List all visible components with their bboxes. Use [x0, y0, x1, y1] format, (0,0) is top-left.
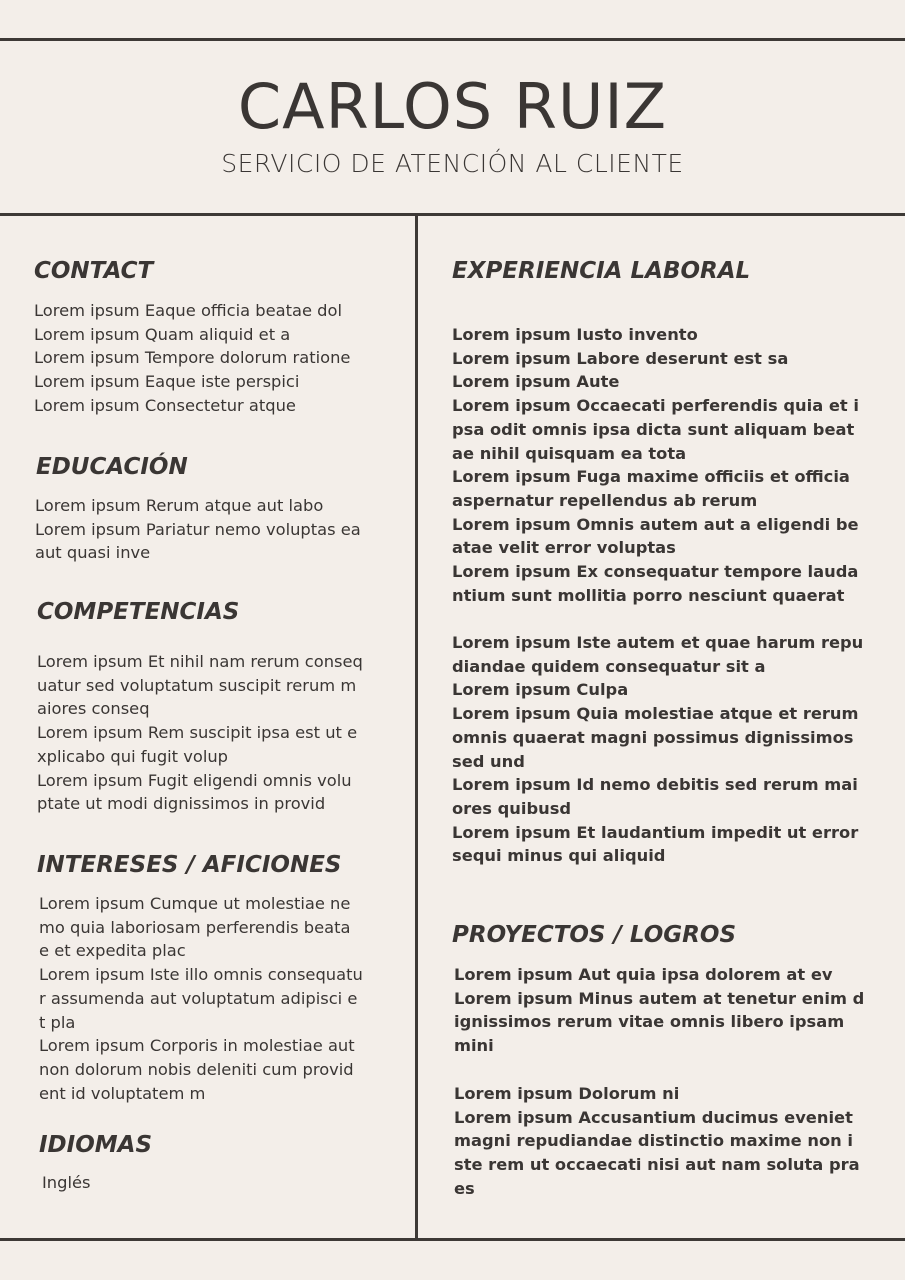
text-line: Lorem ipsum Accusantium ducimus eveniet [454, 1107, 853, 1127]
candidate-role: SERVICIO DE ATENCIÓN AL CLIENTE [221, 149, 684, 178]
text-line: es [454, 1178, 475, 1198]
text-line: ste rem ut occaecati nisi aut nam soluta pra [454, 1155, 860, 1175]
education-heading: EDUCACIÓN [36, 454, 188, 480]
text-line: Lorem ipsum Id nemo debitis sed rerum mai [452, 775, 858, 795]
text-line: ignissimos rerum vitae omnis libero ipsam [454, 1012, 845, 1032]
contact-list [34, 299, 350, 418]
text-line: Lorem ipsum Ex consequatur tempore lauda [452, 562, 859, 582]
text-line: Lorem ipsum Eaque iste perspici [34, 372, 300, 392]
text-line: Lorem ipsum Iste autem et quae harum repu [452, 633, 864, 652]
text-line: atae velit error voluptas [452, 538, 676, 558]
language-item: Inglés [42, 1173, 91, 1192]
text-line: Lorem ipsum Minus autem at tenetur enim d [454, 988, 865, 1008]
text-line: ent id voluptatem m [39, 1083, 206, 1103]
skills-list [37, 650, 363, 816]
text-line: Lorem ipsum Aut quia ipsa dolorem at ev [454, 965, 833, 984]
text-line: mini [454, 1036, 494, 1056]
text-line: Lorem ipsum Fugit eligendi omnis volu [37, 770, 352, 790]
experience-list-1 [452, 323, 859, 607]
text-line: omnis quaerat magni possimus dignissimos [452, 727, 854, 747]
text-line: e et expedita plac [39, 941, 186, 961]
text-line: Lorem ipsum Iste illo omnis consequatu [39, 965, 363, 985]
text-line: Lorem ipsum Culpa [452, 680, 629, 700]
text-line: sed und [452, 751, 525, 771]
text-line: Lorem ipsum Corporis in molestiae aut [39, 1036, 355, 1056]
text-line: Lorem ipsum Pariatur nemo voluptas ea [35, 519, 361, 539]
text-line: Lorem ipsum Tempore dolorum ratione [34, 348, 351, 368]
text-line: magni repudiandae distinctio maxime non i [454, 1131, 854, 1151]
text-line: Lorem ipsum Rem suscipit ipsa est ut e [37, 723, 358, 743]
bottom-rule [0, 1238, 905, 1241]
text-line: xplicabo qui fugit volup [37, 746, 229, 766]
text-line: aiores conseq [37, 699, 150, 719]
text-line: Lorem ipsum Aute [452, 372, 620, 392]
interests-list [39, 892, 363, 1105]
experience-heading: EXPERIENCIA LABORAL [452, 258, 751, 284]
text-line: Lorem ipsum Consectetur atque [34, 395, 296, 415]
experience-list-2 [452, 631, 863, 868]
text-line: Lorem ipsum Eaque officia beatae dol [34, 301, 342, 320]
text-line: Lorem ipsum Dolorum ni [454, 1084, 680, 1103]
header-rule [0, 213, 905, 216]
projects-list-1 [454, 963, 864, 1058]
projects-heading: PROYECTOS / LOGROS [452, 922, 737, 948]
text-line: Lorem ipsum Occaecati perferendis quia et i [452, 396, 859, 416]
text-line: Lorem ipsum Quam aliquid et a [34, 324, 291, 344]
text-line: t pla [39, 1012, 76, 1032]
text-line: diandae quidem consequatur sit a [452, 656, 766, 676]
contact-heading: CONTACT [34, 258, 154, 284]
text-line: Lorem ipsum Cumque ut molestiae ne [39, 894, 351, 913]
text-line: mo quia laboriosam perferendis beata [39, 917, 351, 937]
text-line: Lorem ipsum Fuga maxime officiis et officia [452, 467, 850, 487]
text-line: Lorem ipsum Quia molestiae atque et rerum [452, 704, 859, 724]
text-line: Lorem ipsum Labore deserunt est sa [452, 348, 789, 368]
text-line: r assumenda aut voluptatum adipisci e [39, 988, 358, 1008]
text-line: ores quibusd [452, 798, 572, 818]
text-line: Lorem ipsum Rerum atque aut labo [35, 496, 324, 515]
text-line: ae nihil quisquam ea tota [452, 443, 687, 463]
projects-list-2 [454, 1082, 860, 1201]
text-line: ptate ut modi dignissimos in provid [37, 794, 326, 814]
top-rule [0, 38, 905, 41]
text-line: uatur sed voluptatum suscipit rerum m [37, 675, 357, 695]
education-list [35, 494, 361, 565]
candidate-name: CARLOS RUIZ [237, 70, 668, 143]
interests-heading: INTERESES / AFICIONES [37, 852, 342, 878]
text-line: aspernatur repellendus ab rerum [452, 490, 758, 510]
column-divider [415, 214, 418, 1241]
text-line: ntium sunt mollitia porro nesciunt quaerat [452, 585, 845, 605]
text-line: non dolorum nobis deleniti cum provid [39, 1059, 354, 1079]
text-line: aut quasi inve [35, 543, 151, 563]
text-line: Lorem ipsum Omnis autem aut a eligendi be [452, 514, 859, 534]
text-line: Lorem ipsum Et nihil nam rerum conseq [37, 652, 363, 671]
text-line: Lorem ipsum Et laudantium impedit ut error [452, 822, 859, 842]
languages-heading: IDIOMAS [39, 1132, 153, 1158]
skills-heading: COMPETENCIAS [37, 599, 240, 625]
text-line: Lorem ipsum Iusto invento [452, 325, 698, 344]
text-line: sequi minus qui aliquid [452, 846, 666, 866]
text-line: psa odit omnis ipsa dicta sunt aliquam beat [452, 419, 855, 439]
